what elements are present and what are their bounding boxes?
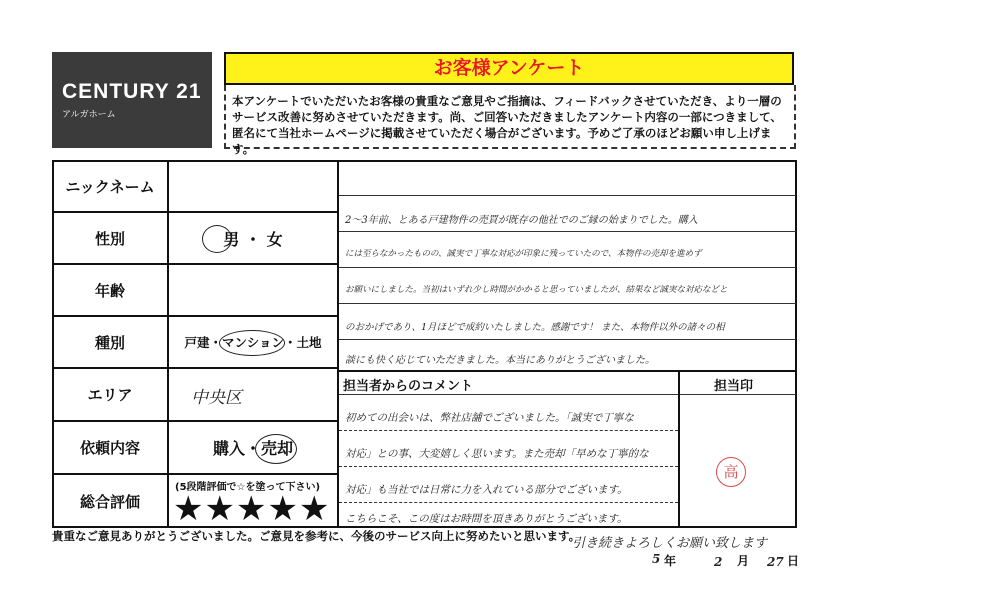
logo-brand: CENTURY 21 [62, 80, 202, 103]
star-icon: ★ [235, 489, 267, 529]
label-area: エリア [52, 368, 168, 421]
type-options [168, 316, 338, 368]
star-icon: ★ [267, 489, 298, 529]
label-gender: 性別 [52, 212, 168, 264]
label-nickname: ニックネーム [52, 160, 168, 212]
star-icon: ★ [173, 489, 204, 529]
staff-signoff: 引き続きよろしくお願い致します [572, 536, 768, 551]
rule-line [339, 231, 796, 232]
circle-mark [255, 434, 297, 464]
area-value-cell [168, 368, 338, 421]
survey-title-bar [224, 52, 794, 85]
stamp-box [679, 371, 797, 528]
rule-line [339, 339, 796, 340]
rule-line [680, 394, 796, 395]
label-type: 種別 [52, 316, 168, 368]
area-value: 中央区 [191, 388, 242, 408]
label-rating: 総合評価 [52, 474, 168, 528]
rule-line [339, 303, 796, 304]
staff-comment-line: 対応」との事、大変嬉しく思います。また売却「早めな丁寧的な [345, 448, 649, 460]
type-options-text: 戸建・マンション・土地 [184, 335, 322, 350]
company-logo [52, 52, 212, 148]
survey-notice: 本アンケートでいただいたお客様の貴重なご意見やご指摘は、フィードバックさせていただき、より一層のサービス改善に努めさせていただきます。尚、ご回答いただきましたアンケート内容の一部につきまして、匿名にて当社ホームページに掲載させていただく場合がございます。予めご了承のほどお願い申し上げます。 [224, 85, 796, 149]
date-day: 27 [767, 555, 784, 569]
rule-line [339, 394, 678, 395]
rating-cell [168, 474, 338, 528]
gender-options-text: 男 ・ 女 [223, 229, 283, 249]
date-month: 2 [714, 555, 723, 569]
customer-comment-line: には至らなかったものの、誠実で丁寧な対応が印象に残っていたので、本物件の売却を進めず [345, 249, 702, 259]
customer-comment-line: 談にも快く応じていただきました。本当にありがとうございました。 [345, 355, 655, 366]
personal-seal [716, 457, 746, 487]
survey-title: お客様アンケート [433, 57, 585, 79]
seal-char: 高 [723, 463, 739, 481]
staff-comment-title: 担当者からのコメント [343, 379, 474, 394]
rule-line [339, 430, 678, 431]
circle-mark [202, 225, 232, 253]
staff-comment-line: こちらこそ、この度はお時間を頂きありがとうございます。 [345, 513, 628, 525]
date-year-unit: 年 [664, 554, 677, 568]
rating-hint: (5段階評価で☆を塗って下さい) [175, 482, 321, 493]
customer-comment-line: のおかげであり、1月ほどで成約いたしました。感謝です！ また、本物件以外の諸々の相 [345, 322, 725, 333]
label-request: 依頼内容 [52, 421, 168, 474]
date-month-unit: 月 [737, 554, 750, 568]
date-year: 5 [652, 552, 661, 566]
gender-options [168, 212, 338, 264]
nickname-value [168, 160, 338, 212]
customer-comment-line: お願いにしました。当初はいずれ少し時間がかかると思っていましたが、結果など誠実な対応などと [345, 285, 728, 295]
rule-line [339, 267, 796, 268]
rule-line [339, 466, 678, 467]
customer-comment-line: 2〜3年前、とある戸建物件の売買が既存の他社でのご縁の始まりでした。購入 [345, 215, 698, 226]
star-icon: ★ [298, 489, 330, 529]
request-options-text: 購入・売却 [212, 439, 293, 458]
stamp-title: 担当印 [714, 379, 754, 394]
request-options [168, 421, 338, 474]
circle-mark [219, 330, 285, 356]
rule-line [339, 195, 796, 196]
rule-line [339, 502, 678, 503]
staff-comment-box [338, 371, 679, 528]
footer-thanks: 貴重なご意見ありがとうございました。ご意見を参考に、今後のサービス向上に努めたいと思います。 [52, 529, 581, 543]
rating-stars [173, 489, 330, 529]
age-value [168, 264, 338, 316]
star-icon: ★ [204, 489, 235, 529]
logo-subtitle: アルガホーム [62, 110, 116, 120]
date-day-unit: 日 [787, 554, 800, 568]
customer-comment-box [338, 160, 797, 371]
label-age: 年齢 [52, 264, 168, 316]
staff-comment-line: 対応」も当社では日常に力を入れている部分でございます。 [345, 484, 628, 496]
staff-comment-line: 初めての出会いは、弊社店舗でございました。「誠実で丁寧な [345, 412, 634, 424]
